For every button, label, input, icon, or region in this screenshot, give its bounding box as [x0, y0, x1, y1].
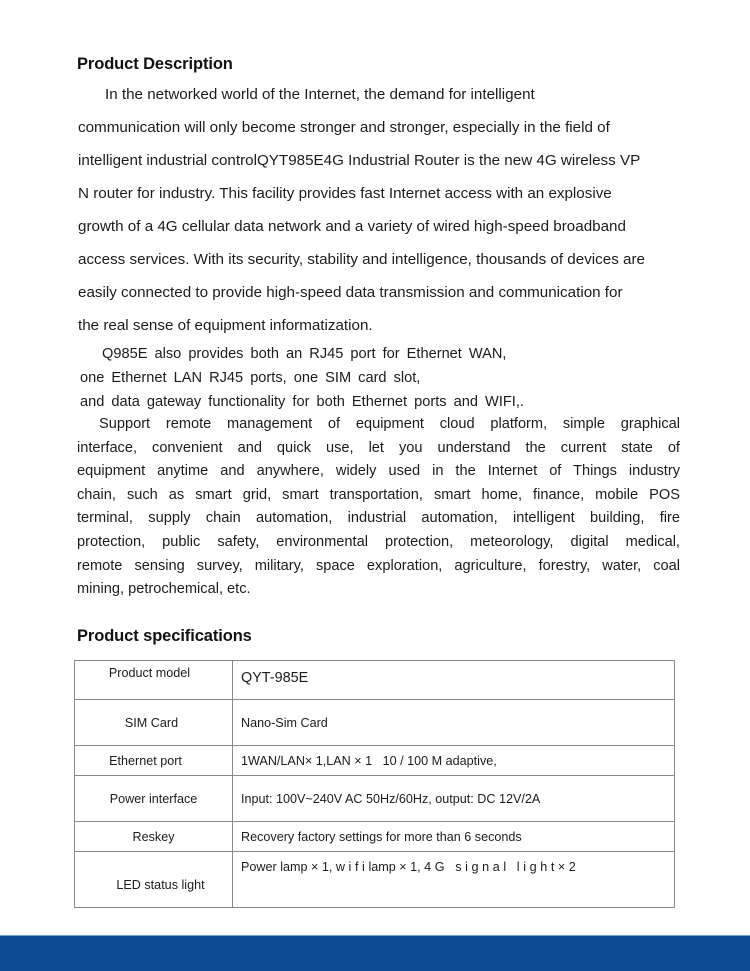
- led-value-mid: lamp × 1,: [368, 860, 425, 874]
- table-row: [75, 776, 675, 822]
- product-specifications-heading: Product specifications: [77, 627, 252, 645]
- text-line: the real sense of equipment informatization.: [78, 317, 373, 334]
- table-row: [75, 700, 675, 746]
- text-line: remote sensing survey, military, space exploration, agriculture, forestry, water, coal: [77, 557, 680, 574]
- led-value-prefix: Power lamp × 1,: [241, 860, 336, 874]
- text-line: protection, public safety, environmental protection, meteorology, digital medical,: [77, 533, 680, 550]
- led-value-4g-signal: 4G signal light: [424, 860, 558, 874]
- text-line: equipment anytime and anywhere, widely used in the Internet of Things industry: [77, 463, 680, 480]
- text-line: Support remote management of equipment cloud platform, simple graphical: [99, 416, 680, 432]
- description-paragraph-intro: [78, 78, 678, 342]
- specifications-table: [74, 660, 675, 908]
- description-paragraph-applications: [77, 413, 680, 602]
- spec-value-led-status-light: [233, 852, 675, 908]
- spec-label-power-interface: Power interface: [75, 776, 233, 822]
- table-row: [75, 852, 675, 908]
- text-line: growth of a 4G cellular data network and a variety of wired high-speed broadband: [78, 218, 626, 235]
- table-row: [75, 746, 675, 776]
- spec-value-ethernet-port: 1WAN/LAN× 1,LAN × 1 10 / 100 M adaptive,: [233, 746, 675, 776]
- text-line: and data gateway functionality for both Ethernet ports and WIFI,.: [80, 394, 524, 410]
- spec-value-power-interface: Input: 100V~240V AC 50Hz/60Hz, output: DC 12V/2A: [233, 776, 675, 822]
- text-line: N router for industry. This facility provides fast Internet access with an explosive: [78, 185, 612, 202]
- text-line: easily connected to provide high-speed data transmission and communication for: [78, 284, 623, 301]
- spec-value-sim-card: Nano-Sim Card: [233, 700, 675, 746]
- spec-label-sim-card: SIM Card: [75, 700, 233, 746]
- led-value-wifi: wifi: [335, 860, 369, 874]
- table-row: [75, 661, 675, 700]
- table-row: [75, 822, 675, 852]
- text-line: In the networked world of the Internet, the demand for intelligent: [105, 86, 535, 103]
- description-paragraph-ports: [80, 342, 690, 414]
- spec-label-ethernet-port: Ethernet port: [75, 746, 233, 776]
- text-line: mining, petrochemical, etc.: [77, 581, 251, 598]
- product-description-heading: Product Description: [77, 55, 233, 73]
- text-line: interface, convenient and quick use, let you understand the current state of: [77, 439, 680, 456]
- text-line: intelligent industrial controlQYT985E4G Industrial Router is the new 4G wireless VP: [78, 152, 641, 169]
- text-line: access services. With its security, stability and intelligence, thousands of devices are: [78, 251, 645, 268]
- spec-value-reskey: Recovery factory settings for more than 6 seconds: [233, 822, 675, 852]
- text-line: chain, such as smart grid, smart transportation, smart home, finance, mobile POS: [77, 486, 680, 503]
- text-line: Q985E also provides both an RJ45 port for Ethernet WAN,: [102, 346, 507, 362]
- text-line: communication will only become stronger and stronger, especially in the field of: [78, 119, 610, 136]
- spec-label-led-status-light: LED status light: [75, 852, 233, 908]
- spec-value-product-model: QYT-985E: [233, 661, 675, 700]
- text-line: terminal, supply chain automation, industrial automation, intelligent building, fire: [77, 510, 680, 527]
- spec-label-reskey: Reskey: [75, 822, 233, 852]
- spec-label-product-model: Product model: [75, 661, 233, 700]
- text-line: one Ethernet LAN RJ45 ports, one SIM card slot,: [80, 370, 421, 386]
- footer-banner: [0, 935, 750, 971]
- led-value-suffix: × 2: [557, 860, 576, 874]
